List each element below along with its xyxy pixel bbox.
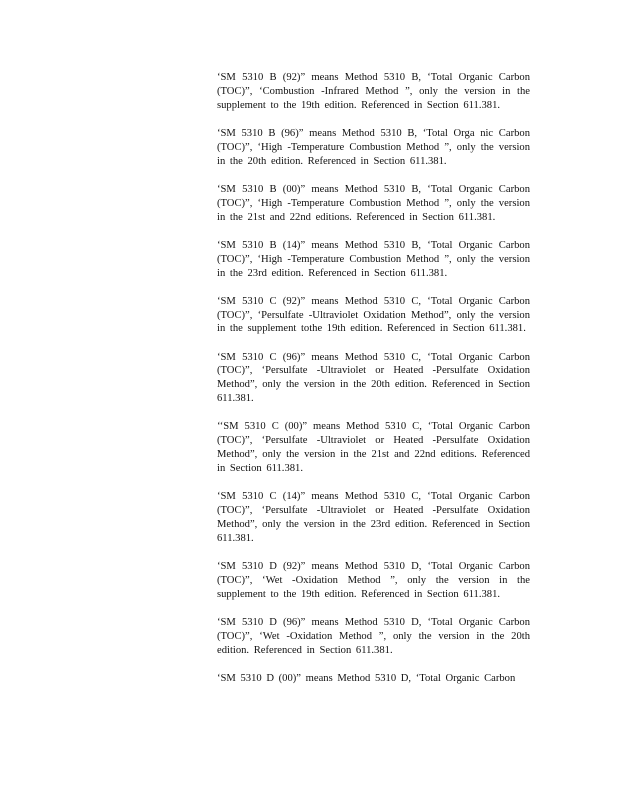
definition-paragraph: ‘SM 5310 B (00)” means Method 5310 B, ‘Total Organic Carbon (TOC)”, ‘High -Temperature Combustion Method ”, only the version in the 21st and 22nd editions. Referenced in Section 611.381. — [217, 183, 530, 223]
definition-paragraph: ‘SM 5310 D (96)” means Method 5310 D, ‘Total Organic Carbon (TOC)”, ‘Wet -Oxidation Method ”, only the version in the 20th edition. Referenced in Section 611.381. — [217, 616, 530, 656]
definition-paragraph: ‘SM 5310 D (92)” means Method 5310 D, ‘Total Organic Carbon (TOC)”, ‘Wet -Oxidation Method ”, only the version in the supplement to the 19th edition. Referenced in Section 611.381. — [217, 560, 530, 600]
definition-paragraph: ‘SM 5310 B (14)” means Method 5310 B, ‘Total Organic Carbon (TOC)”, ‘High -Temperature Combustion Method ”, only the version in the 23rd edition. Referenced in Section 611.381. — [217, 239, 530, 279]
document-body — [217, 71, 530, 700]
definition-paragraph: ‘SM 5310 C (14)” means Method 5310 C, ‘Total Organic Carbon (TOC)”, ‘Persulfate -Ultraviolet or Heated -Persulfate Oxidation Method”, only the version in the 23rd edition. Referenced in Section 611.381. — [217, 491, 530, 544]
definition-paragraph: ‘SM 5310 C (96)” means Method 5310 C, ‘Total Organic Carbon (TOC)”, ‘Persulfate -Ultraviolet or Heated -Persulfate Oxidation Method”, only the version in the 20th edition. Referenced in Section 611.381. — [217, 351, 530, 405]
definition-paragraph: ‘SM 5310 B (96)” means Method 5310 B, ‘Total Orga nic Carbon (TOC)”, ‘High -Temperature Combustion Method ”, only the version in the 20th edition. Referenced in Section 611.381. — [217, 127, 530, 167]
definition-paragraph: ‘‘SM 5310 C (00)” means Method 5310 C, ‘Total Organic Carbon (TOC)”, ‘Persulfate -Ultraviolet or Heated -Persulfate Oxidation Method”, only the version in the 21st and 22nd editions. Referenced in Section 611.381. — [217, 421, 530, 475]
definition-paragraph-partial: ‘SM 5310 D (00)” means Method 5310 D, ‘Total Organic Carbon — [217, 672, 516, 684]
definition-paragraph: ‘SM 5310 C (92)” means Method 5310 C, ‘Total Organic Carbon (TOC)”, ‘Persulfate -Ultraviolet Oxidation Method”, only the version in the supplement tothe 19th edition. Referenced in Section 611.381. — [217, 295, 530, 335]
definition-paragraph: ‘SM 5310 B (92)” means Method 5310 B, ‘Total Organic Carbon (TOC)”, ‘Combustion -Infrared Method ”, only the version in the supplement to the 19th edition. Referenced in Section 611.381. — [217, 72, 530, 111]
